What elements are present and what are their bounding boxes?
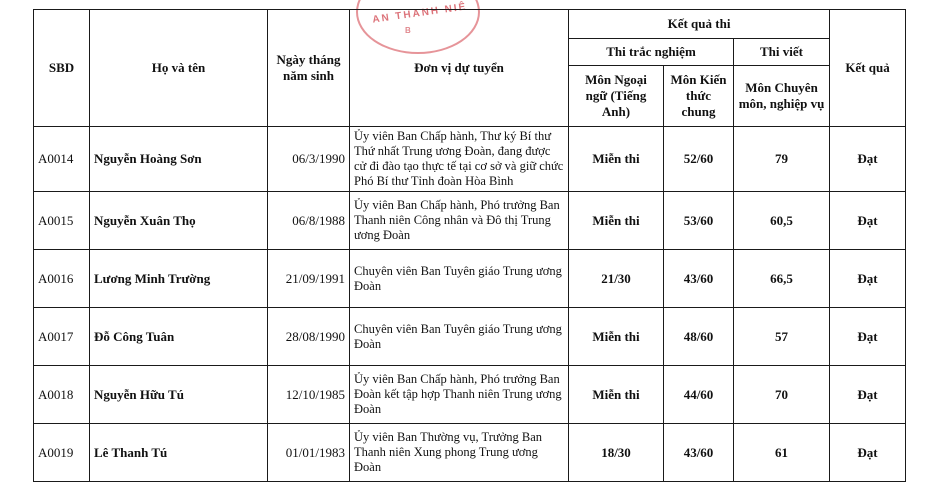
header-row-1 [34, 10, 906, 39]
cell-name: Nguyễn Hoàng Sơn [90, 127, 268, 192]
cell-name: Nguyễn Hữu Tú [90, 366, 268, 424]
cell-specialized: 66,5 [734, 250, 830, 308]
header-multiple-choice: Thi trắc nghiệm [569, 39, 734, 66]
stamp-subtext: B [405, 26, 411, 35]
cell-result: Đạt [830, 192, 906, 250]
cell-specialized: 79 [734, 127, 830, 192]
header-dob: Ngày tháng năm sinh [268, 10, 350, 127]
cell-general-knowledge: 48/60 [664, 308, 734, 366]
table-row [34, 127, 906, 192]
cell-specialized: 60,5 [734, 192, 830, 250]
cell-name: Lê Thanh Tú [90, 424, 268, 482]
header-general-knowledge: Môn Kiến thức chung [664, 66, 734, 127]
cell-result: Đạt [830, 308, 906, 366]
cell-result: Đạt [830, 366, 906, 424]
cell-general-knowledge: 44/60 [664, 366, 734, 424]
cell-foreign-language: 18/30 [569, 424, 664, 482]
stamp-text: AN THANH NIÊ [371, 1, 468, 26]
cell-general-knowledge: 43/60 [664, 424, 734, 482]
cell-dob: 01/01/1983 [268, 424, 350, 482]
table-row [34, 250, 906, 308]
cell-unit: Chuyên viên Ban Tuyên giáo Trung ương Đoàn [350, 308, 569, 366]
cell-specialized: 61 [734, 424, 830, 482]
table-row [34, 366, 906, 424]
cell-specialized: 70 [734, 366, 830, 424]
header-result: Kết quả [830, 10, 906, 127]
cell-foreign-language: 21/30 [569, 250, 664, 308]
cell-unit: Ủy viên Ban Chấp hành, Thư ký Bí thư Thứ nhất Trung ương Đoàn, đang được cử đi đào tạo thực tế tại cơ sở và giữ chức Phó Bí thư Tỉnh đoàn Hòa Bình [350, 127, 569, 192]
cell-unit: Ủy viên Ban Chấp hành, Phó trưởng Ban Thanh niên Công nhân và Đô thị Trung ương Đoàn [350, 192, 569, 250]
table-row [34, 424, 906, 482]
cell-name: Đỗ Công Tuân [90, 308, 268, 366]
cell-sbd: A0015 [34, 192, 90, 250]
cell-dob: 12/10/1985 [268, 366, 350, 424]
cell-foreign-language: Miễn thi [569, 127, 664, 192]
cell-sbd: A0016 [34, 250, 90, 308]
cell-dob: 21/09/1991 [268, 250, 350, 308]
cell-general-knowledge: 52/60 [664, 127, 734, 192]
table-row [34, 192, 906, 250]
cell-name: Nguyễn Xuân Thọ [90, 192, 268, 250]
cell-unit: Chuyên viên Ban Tuyên giáo Trung ương Đoàn [350, 250, 569, 308]
cell-unit: Ủy viên Ban Thường vụ, Trưởng Ban Thanh niên Xung phong Trung ương Đoàn [350, 424, 569, 482]
header-foreign-language: Môn Ngoại ngữ (Tiếng Anh) [569, 66, 664, 127]
cell-general-knowledge: 53/60 [664, 192, 734, 250]
cell-result: Đạt [830, 127, 906, 192]
header-name: Họ và tên [90, 10, 268, 127]
cell-foreign-language: Miễn thi [569, 192, 664, 250]
cell-result: Đạt [830, 250, 906, 308]
header-sbd: SBD [34, 10, 90, 127]
header-written: Thi viết [734, 39, 830, 66]
cell-sbd: A0018 [34, 366, 90, 424]
cell-foreign-language: Miễn thi [569, 308, 664, 366]
cell-sbd: A0014 [34, 127, 90, 192]
cell-dob: 06/3/1990 [268, 127, 350, 192]
cell-foreign-language: Miễn thi [569, 366, 664, 424]
header-specialized: Môn Chuyên môn, nghiệp vụ [734, 66, 830, 127]
table-row [34, 308, 906, 366]
cell-result: Đạt [830, 424, 906, 482]
exam-results-table [33, 9, 906, 482]
cell-sbd: A0019 [34, 424, 90, 482]
header-unit: Đơn vị dự tuyển [350, 10, 569, 127]
cell-name: Lương Minh Trường [90, 250, 268, 308]
cell-dob: 28/08/1990 [268, 308, 350, 366]
cell-specialized: 57 [734, 308, 830, 366]
header-exam-results: Kết quả thi [569, 10, 830, 39]
cell-sbd: A0017 [34, 308, 90, 366]
cell-unit: Ủy viên Ban Chấp hành, Phó trưởng Ban Đoàn kết tập hợp Thanh niên Trung ương Đoàn [350, 366, 569, 424]
cell-dob: 06/8/1988 [268, 192, 350, 250]
cell-general-knowledge: 43/60 [664, 250, 734, 308]
